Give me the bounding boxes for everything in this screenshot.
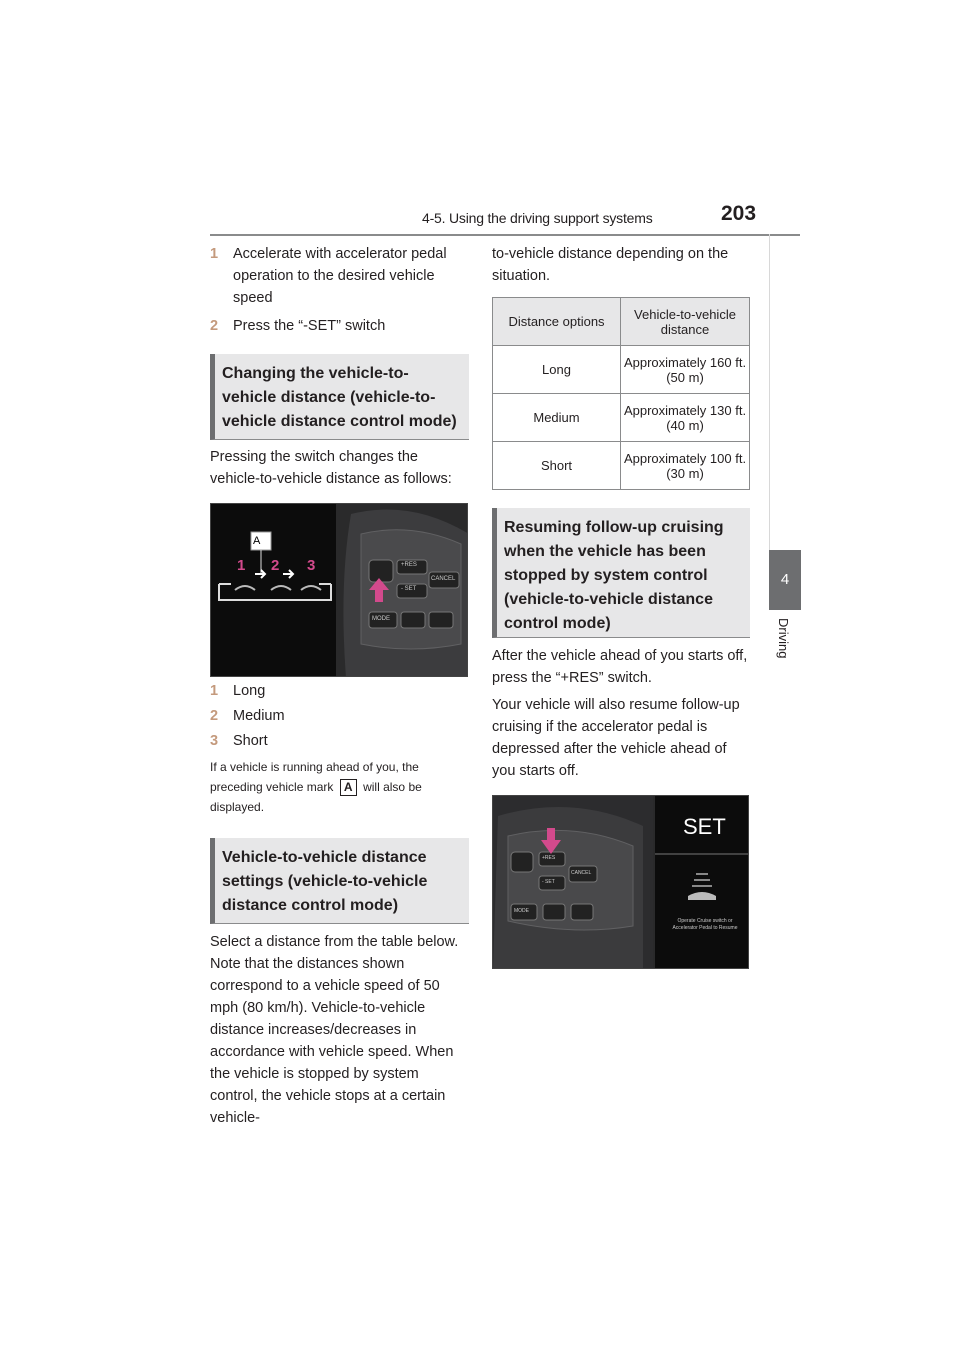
display-set-text: SET (683, 814, 726, 839)
set-button-label: - SET (401, 586, 417, 592)
section-1-paragraph: Pressing the switch changes the vehicle-to-vehicle distance as follows: (210, 449, 452, 487)
list-number: 1 (210, 683, 219, 699)
figure-label-a: A (253, 535, 261, 547)
page-number: 203 (721, 202, 757, 225)
table-cell: Short (493, 442, 621, 490)
table-row (493, 442, 750, 490)
note-text-after: will also be displayed. (210, 780, 422, 814)
distance-options-table (492, 297, 750, 490)
section-heading-changing-distance: Changing the vehicle-to-vehicle distance (vehicle-to-vehicle distance control mode) (210, 354, 469, 440)
column-header: Vehicle-to-vehicle distance (621, 298, 750, 346)
list-text: Short (233, 733, 268, 749)
res-button-label: +RES (542, 855, 556, 861)
list-text: Long (233, 683, 266, 699)
table-cell: Approximately 100 ft. (30 m) (621, 442, 750, 490)
step-number: 1 (210, 246, 219, 262)
table-cell: Approximately 160 ft. (50 m) (621, 346, 750, 394)
step-number: 2 (210, 318, 219, 334)
step-1 (210, 243, 474, 309)
list-text: Medium (233, 708, 285, 724)
side-divider (769, 234, 770, 550)
figure-number-3: 3 (307, 557, 316, 574)
preceding-vehicle-note (210, 757, 472, 817)
table-cell: Medium (493, 394, 621, 442)
table-cell: Approximately 130 ft. (40 m) (621, 394, 750, 442)
res-button-label: +RES (401, 562, 417, 568)
cancel-button-label: CANCEL (571, 870, 592, 876)
note-letter-a: A (340, 779, 357, 796)
distance-switch-figure (210, 503, 468, 677)
header-divider (210, 234, 800, 236)
table-row (493, 394, 750, 442)
note-text-before: If a vehicle is running ahead of you, the preceding vehicle mark (210, 760, 419, 794)
column-header: Distance options (493, 298, 621, 346)
table-row (493, 346, 750, 394)
chapter-tab[interactable]: 4 (769, 550, 801, 610)
section-heading-resuming-cruising: Resuming follow-up cruising when the vehicle has been stopped by system control (vehicle-to-vehicle distance control mode) (492, 508, 750, 638)
resume-paragraph-2: Your vehicle will also resume follow-up cruising if the accelerator pedal is depressed after the vehicle ahead of you starts off. (492, 697, 740, 779)
list-number: 2 (210, 708, 219, 724)
distance-switch-illustration (211, 504, 468, 677)
section-header-title: 4-5. Using the driving support systems (422, 210, 653, 226)
figure-number-1: 1 (237, 557, 246, 574)
figure-number-2: 2 (271, 557, 280, 574)
table-header-row (493, 298, 750, 346)
section-2-paragraph: Select a distance from the table below. Note that the distances shown correspond to a vehicle speed of 50 mph (80 km/h). Vehicle-to-vehicle distance increases/decreases in accordance with vehicle speed. When the vehicle is stopped by system control, the vehicle stops at a certain vehicle- (210, 934, 459, 1126)
table-cell: Long (493, 346, 621, 394)
continued-paragraph: to-vehicle distance depending on the situation. (492, 246, 729, 284)
display-resume-message: Operate Cruise switch or Accelerator Pedal to Resume (672, 918, 738, 931)
mode-button-label: MODE (372, 616, 390, 622)
section-heading-distance-settings: Vehicle-to-vehicle distance settings (vehicle-to-vehicle distance control mode) (210, 838, 469, 924)
resume-switch-figure (492, 795, 749, 969)
step-2 (210, 315, 474, 337)
set-button-label: - SET (542, 879, 555, 885)
chapter-label: Driving (776, 618, 791, 659)
step-text: Accelerate with accelerator pedal operation to the desired vehicle speed (233, 246, 447, 306)
cancel-button-label: CANCEL (431, 576, 456, 582)
step-text: Press the “-SET” switch (233, 318, 386, 334)
resume-paragraph-1: After the vehicle ahead of you starts off, press the “+RES” switch. (492, 648, 748, 686)
list-number: 3 (210, 733, 219, 749)
mode-button-label: MODE (514, 908, 529, 914)
